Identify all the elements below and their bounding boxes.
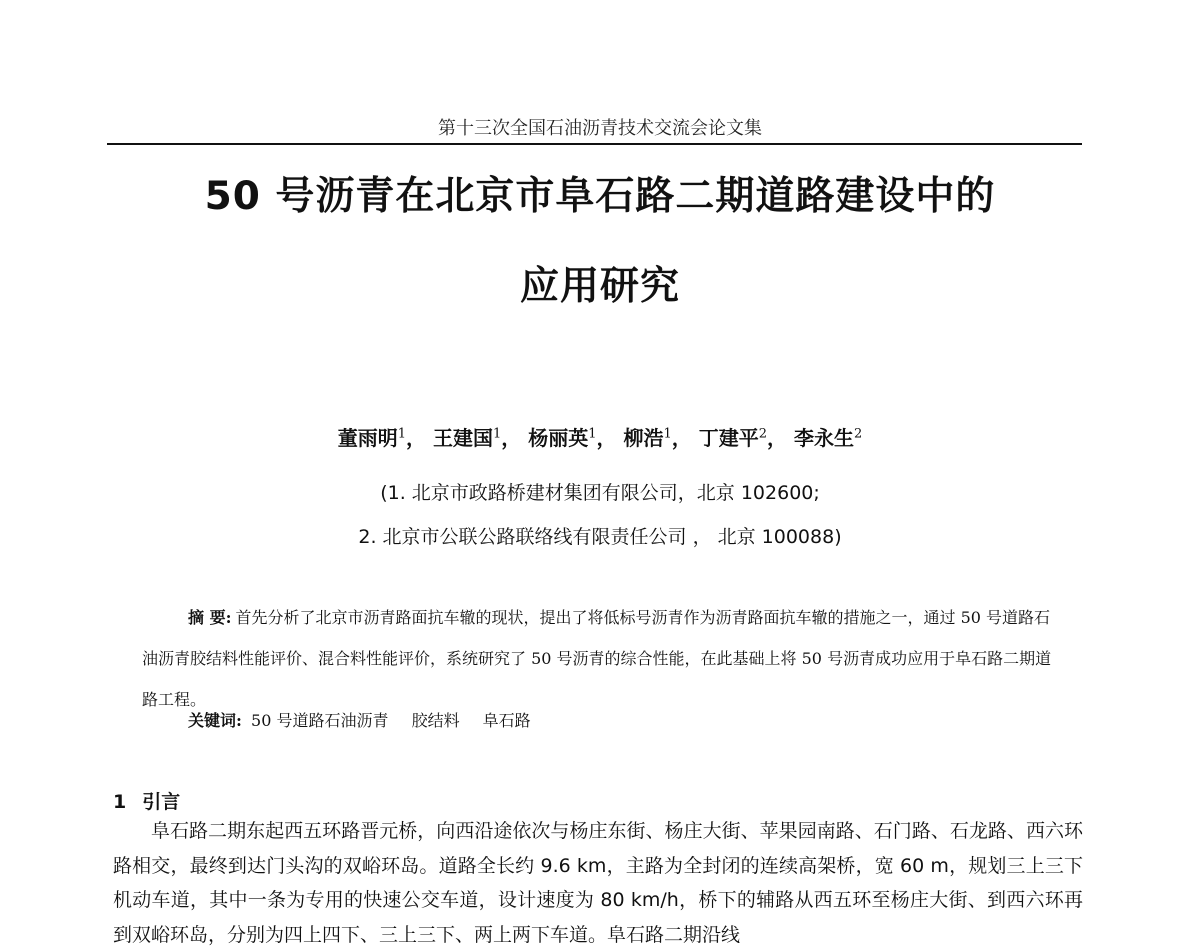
author-affiliation-mark: 1	[397, 426, 407, 442]
abstract-text: 首先分析了北京市沥青路面抗车辙的现状，提出了将低标号沥青作为沥青路面抗车辙的措施之一，通过 50 号道路石油沥青胶结料性能评价、混合料性能评价，系统研究了 50 号沥青的综合性能，在此基础上将 50 号沥青成功应用于阜石路二期道路工程。	[142, 608, 1052, 709]
affiliation-1: (1. 北京市政路桥建材集团有限公司，北京 102600;	[380, 482, 820, 504]
keyword: 阜石路	[482, 711, 531, 730]
abstract-label: 摘 要:	[188, 608, 232, 627]
author-affiliation-mark: 1	[663, 426, 672, 442]
author-affiliation-mark: 1	[492, 426, 502, 442]
author-list: 董雨明$^1$， 王建国$^1$， 杨丽英$^1$， 柳浩$^1$， 丁建平$^2$， 李永生$^2$	[337, 426, 863, 450]
body-paragraph: 阜石路二期东起西五环路晋元桥，向西沿途依次与杨庄东街、杨庄大街、苹果园南路、石门路、石龙路、西六环路相交，最终到达门头沟的双峪环岛。道路全长约 9.6 km，主路为全封闭的连续高架桥，宽 60 m，规划三上三下机动车道，其中一条为专用的快速公交车道，设计速度为 80 km/h，桥下的辅路从西五环至杨庄大街、到西六环再到双峪环岛，分别为四上四下、三上三下、两上两下车道。阜石路二期沿线	[113, 820, 1083, 946]
keyword: 胶结料	[411, 711, 460, 730]
author-name: 丁建平	[698, 426, 759, 450]
keywords	[188, 708, 549, 731]
author-affiliation-mark: 2	[853, 426, 863, 442]
affiliation-2: 2. 北京市公联公路联络线有限责任公司 ， 北京 100088)	[358, 526, 842, 548]
section-number: 1	[113, 791, 127, 813]
header-rule	[107, 143, 1082, 145]
author-name: 柳浩	[623, 426, 664, 450]
author-name: 王建国	[432, 426, 493, 450]
keywords-label: 关键词:	[188, 711, 242, 730]
author-affiliation-mark: 1	[588, 426, 597, 442]
abstract	[142, 597, 1052, 720]
running-header: 第十三次全国石油沥青技术交流会论文集	[438, 118, 762, 139]
author-name: 杨丽英	[528, 426, 589, 450]
author-name: 董雨明	[337, 426, 398, 450]
author-name: 李永生	[793, 426, 854, 450]
section-heading	[113, 787, 180, 814]
section-title: 引言	[142, 791, 181, 813]
keyword: 50 号道路石油沥青	[251, 711, 389, 730]
paper-title-line-2: 应用研究	[519, 264, 680, 309]
paper-title-line-1: 50 号沥青在北京市阜石路二期道路建设中的	[204, 174, 996, 219]
author-affiliation-mark: 2	[758, 426, 768, 442]
